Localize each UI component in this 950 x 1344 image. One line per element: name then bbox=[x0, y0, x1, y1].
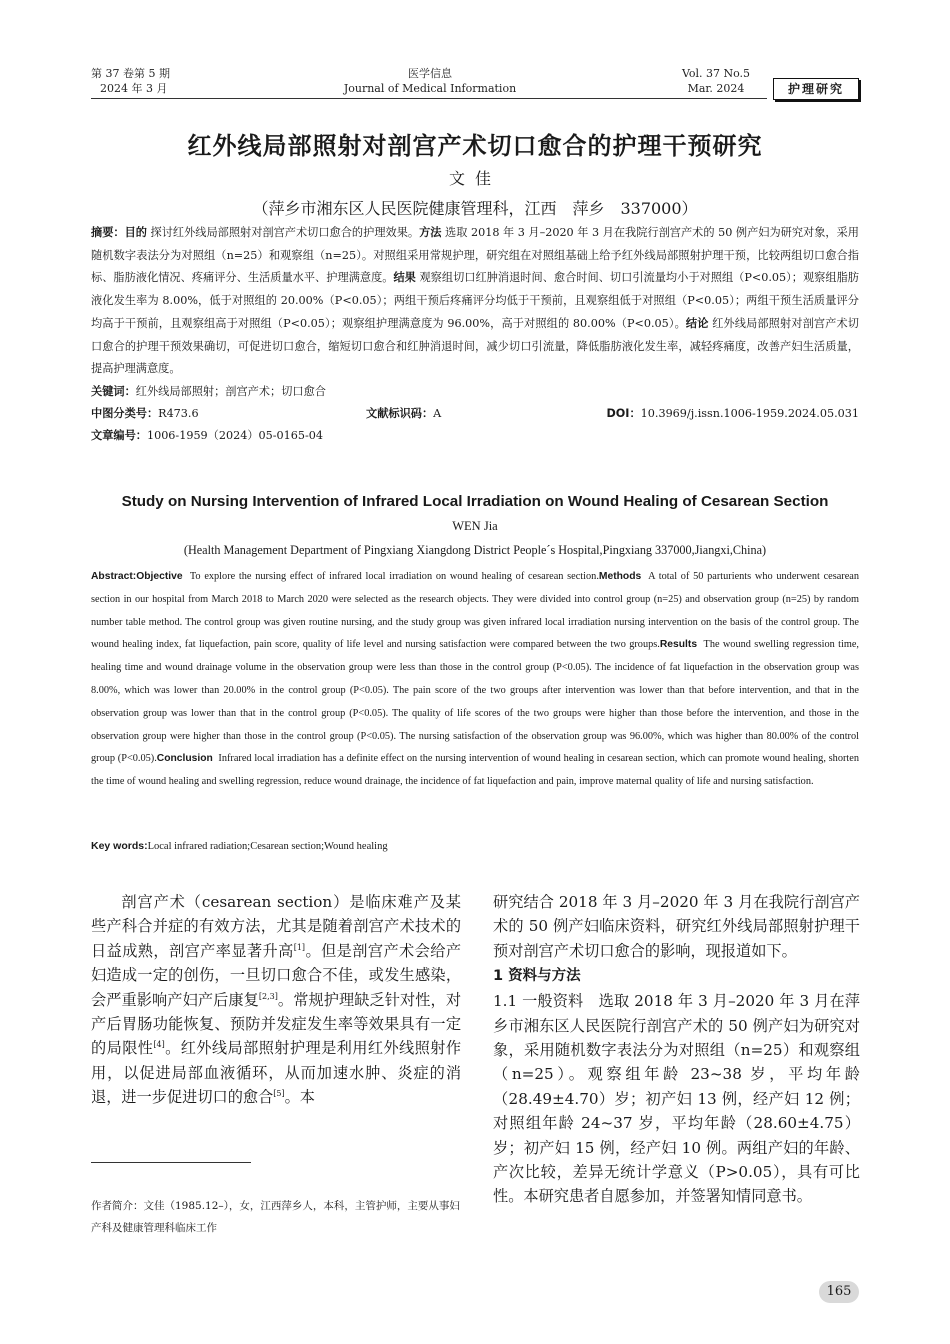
intro-text-3: 。常规护理缺乏针对性，对产后胃肠功能恢复、预防并发症发生率等效果具有一定的局限性 bbox=[91, 990, 462, 1058]
general-data-paragraph: 1.1 一般资料 选取 2018 年 3 月–2020 年 3 月在萍乡市湘东区人民医院行剖宫产术的 50 例产妇为研究对象，采用随机数字表法分为对照组（n=25）和观察组（n=25）。观察组年龄 23~38 岁，平均年龄（28.49±4.70）岁；初产妇 13 例，经产妇 12 例；对照组年龄 24~37 岁，平均年龄（28.60±4.75）岁；初产妇 15 例，经产妇 10 例。两组产妇的年龄、产次比较，差异无统计学意义（P>0.05），具有可比性。本研究患者自愿参加，并签署知情同意书。 bbox=[493, 992, 860, 1206]
citation-4[interactable]: [5] bbox=[273, 1089, 285, 1099]
results-text: 观察组切口红肿消退时间、愈合时间、切口引流量均小于对照组（P<0.05）；观察组脂肪液化发生率为 8.00%，低于对照组的 20.00%（P<0.05）；两组干预后疼痛评分均低于干预前，且观察组低于对照组（P<0.05）；两组干预生活质量评分均高于干预前，且观察组高于对照组（P<0.05）；观察组护理满意度为 96.00%，高于对照组的 80.00%（P<0.05）。 bbox=[91, 271, 859, 330]
keywords-text: 红外线局部照射；剖宫产术；切口愈合 bbox=[135, 384, 326, 398]
doi-label: DOI： bbox=[606, 406, 641, 420]
abstract-cn bbox=[91, 222, 859, 447]
section-tag: 护理研究 bbox=[773, 78, 859, 100]
journal-name bbox=[330, 66, 530, 96]
results-en-label: Results bbox=[659, 639, 698, 651]
issue-date-en: Mar. 2024 bbox=[687, 82, 745, 95]
citation-1[interactable]: [1] bbox=[293, 942, 306, 952]
methods-en-text: A total of 50 parturients who underwent cesarean section in our hospital from March 2018 to March 2020 were selected as the research objects. They were divided into control group (n=25) and observation group (n=25) by random number table method. The control group was given routine nursing, and the study group was given infrared local irradiation nursing intervention on the basis of the control group. The wound healing index, fat liquefaction, pain score, quality of life level and nursing satisfaction were compared between the two groups. bbox=[91, 571, 860, 651]
classification-row bbox=[91, 403, 859, 425]
author-footnote: 作者简介：文佳（1985.12–），女，江西萍乡人，本科，主管护师，主要从事妇产科及健康管理科临床工作 bbox=[91, 1200, 460, 1234]
volume-issue-en: Vol. 37 No.5 bbox=[681, 67, 751, 80]
objective-en-label: Objective bbox=[136, 571, 183, 582]
conclusion-en-label: Conclusion bbox=[156, 753, 213, 765]
abstract-en-label: Abstract: bbox=[91, 571, 137, 582]
keywords-cn bbox=[91, 381, 859, 403]
intro-continued: 研究结合 2018 年 3 月–2020 年 3 月在我院行剖宫产术的 50 例产妇临床资料，研究红外线局部照射护理干预对剖宫产术切口愈合的影响，现报道如下。 bbox=[493, 893, 860, 960]
doi bbox=[606, 403, 859, 425]
document-code bbox=[366, 403, 606, 425]
footnote-rule bbox=[91, 1162, 251, 1163]
classification-value: R473.6 bbox=[158, 406, 199, 420]
citation-3[interactable]: [4] bbox=[153, 1040, 165, 1050]
keywords-en-label: Key words: bbox=[91, 840, 148, 852]
intro-text-5: 。本 bbox=[284, 1088, 315, 1107]
intro-text-2: 。但是剖宫产术会给产妇造成一定的创伤，一旦切口愈合不佳，或发生感染，会严重影响产妇产后康复 bbox=[91, 941, 461, 1009]
article-author: 文佳 bbox=[448, 169, 501, 188]
conclusion-label: 结论 bbox=[685, 316, 709, 330]
body-right-column bbox=[493, 890, 860, 1209]
article-title: 红外线局部照射对剖宫产术切口愈合的护理干预研究 bbox=[187, 132, 763, 160]
document-code-value: A bbox=[433, 406, 442, 420]
objective-en-text: To explore the nursing effect of infrared local irradiation on wound healing of cesarean section. bbox=[189, 571, 599, 582]
journal-name-en: Journal of Medical Information bbox=[343, 82, 517, 95]
abstract-label: 摘要： bbox=[91, 226, 125, 239]
classification bbox=[91, 403, 366, 425]
conclusion-en-text: Infrared local irradiation has a definite effect on the nursing intervention of wound healing in cesarean section, which can promote wound healing, shorten the time of wound healing and swelling regression, reduce wound drainage, the incidence of fat liquefaction and pain, improve maternal quality of life and nursing satisfaction. bbox=[91, 753, 859, 788]
methods-text: 选取 2018 年 3 月–2020 年 3 月在我院行剖宫产术的 50 例产妇为研究对象，采用随机数字表法分为对照组（n=25）和观察组（n=25）。对照组采用常规护理，研究组在对照组基础上给予红外线局部照射护理干预，比较两组切口愈合指标、脂肪液化情况、疼痛评分、生活质量水平、护理满意度。 bbox=[91, 226, 859, 285]
author-affiliation: （萍乡市湘东区人民医院健康管理科，江西 萍乡 337000） bbox=[252, 199, 698, 218]
header-rule bbox=[91, 98, 767, 99]
body-left-column bbox=[91, 890, 461, 1110]
results-label: 结果 bbox=[393, 271, 416, 285]
keywords-en-text: Local infrared radiation;Cesarean section;Wound healing bbox=[147, 841, 388, 852]
intro-text-1: 剖宫产术（cesarean section）是临床难产及某些产科合并症的有效方法，尤其是随着剖宫产术技术的日益成熟，剖宫产率显著升高 bbox=[91, 893, 461, 960]
conclusion-text: 红外线局部照射对剖宫产术切口愈合的护理干预效果确切，可促进切口愈合，缩短切口愈合和红肿消退时间，减少切口引流量，降低脂肪液化发生率，减轻疼痛度，改善产妇生活质量，提高护理满意度。 bbox=[91, 316, 859, 376]
article-number-value: 1006-1959（2024）05-0165-04 bbox=[146, 428, 324, 442]
objective-label: 目的 bbox=[124, 226, 147, 239]
english-affiliation: (Health Management Department of Pingxiang Xiangdong District People´s Hospital,Pingxiang 337000,Jiangxi,China) bbox=[183, 543, 767, 557]
section-heading-materials-methods: 1 资料与方法 bbox=[493, 968, 581, 985]
abstract-en bbox=[91, 566, 859, 794]
results-en-text: The wound swelling regression time, healing time and wound drainage volume in the observation group were less than those in the control group (P<0.05). The incidence of fat liquefaction in the observation group was 8.00%, which was lower than 20.00% in the control group (P<0.05). The pain score of the two groups after intervention was lower than that before intervention, and that in the observation group was lower than that in the control group (P<0.05). The quality of life scores of the two groups were higher than those before the intervention, and those in the observation group were higher than those in the control group (P<0.05). The nursing satisfaction of the observation group was 96.00%, which was higher than 80.00% of the control group (P<0.05). bbox=[91, 639, 859, 765]
article-number-label: 文章编号： bbox=[91, 428, 147, 442]
intro-text-4: 。红外线局部照射护理是利用红外线照射作用，以促进局部血液循环，从而加速水肿、炎症的消退，进一步促进切口的愈合 bbox=[91, 1039, 461, 1107]
citation-2[interactable]: [2,3] bbox=[258, 991, 278, 1001]
document-code-label: 文献标识码： bbox=[366, 406, 434, 420]
english-author: WEN Jia bbox=[452, 519, 498, 533]
journal-volume bbox=[91, 66, 170, 96]
journal-volume-en bbox=[656, 66, 776, 96]
methods-label: 方法 bbox=[419, 226, 442, 239]
journal-name-cn: 医学信息 bbox=[408, 67, 452, 80]
methods-en-label: Methods bbox=[598, 571, 642, 582]
page-number: 165 bbox=[819, 1281, 859, 1303]
objective-text: 探讨红外线局部照射对剖宫产术切口愈合的护理效果。 bbox=[150, 226, 420, 239]
keywords-en bbox=[91, 840, 859, 852]
doi-value[interactable]: 10.3969/j.issn.1006-1959.2024.05.031 bbox=[640, 406, 859, 420]
issue-date: 2024 年 3 月 bbox=[100, 82, 168, 95]
volume-issue: 第 37 卷第 5 期 bbox=[91, 67, 170, 80]
english-title: Study on Nursing Intervention of Infrared Local Irradiation on Wound Healing of Cesarean Section bbox=[121, 493, 829, 510]
keywords-label: 关键词： bbox=[91, 384, 136, 398]
article-number bbox=[91, 425, 859, 447]
classification-label: 中图分类号： bbox=[91, 406, 159, 420]
